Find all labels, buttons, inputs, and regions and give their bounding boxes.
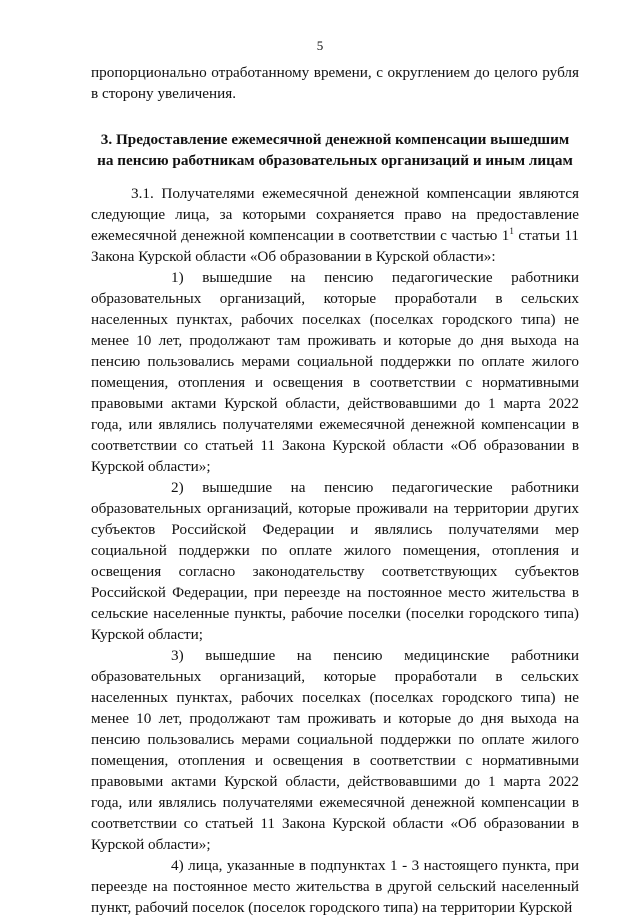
section-number: 3. — [100, 131, 113, 148]
list-item-text: вышедшие на пенсию педагогические работники образовательных организаций, которые проживали на территории других субъектов Российской Федерации и являлись получателями мер социальной поддержки по оплате жилого помещения, отопления и освещения согласно законодательству соответствующих субъектов Российской Федерации, при переезде на постоянное место жительства в сельские населенные пункты, рабочие поселки (поселки городского типа) Курской области; — [91, 479, 579, 643]
page-number: 5 — [316, 38, 324, 53]
list-item — [91, 477, 579, 645]
list-item-number: 3) — [171, 647, 184, 664]
document-body — [91, 62, 579, 918]
clause-3-1-text-end: статьи 11 Закона Курской области «Об образовании в Курской области»: — [91, 227, 579, 265]
list-item-number: 1) — [171, 269, 184, 286]
clause-3-1-superscript: 1 — [509, 225, 514, 236]
section-heading — [91, 129, 579, 171]
clause-3-1-text: 3.1. Получателями ежемесячной денежной компенсации являются следующие лица, за которыми сохраняется право на предоставление ежемесячной денежной компенсации в соответствии с частью 1 — [91, 185, 579, 244]
list-item-text: вышедшие на пенсию медицинские работники образовательных организаций, которые проработали в сельских населенных пунктах, рабочих поселках (поселках городского типа) не менее 10 лет, продолжают там проживать и которые до дня выхода на пенсию пользовались мерами социальной поддержки по оплате жилого помещения, отопления и освещения в соответствии с нормативными правовыми актами Курской области, действовавшими до 1 марта 2022 года, или являлись получателями ежемесячной денежной компенсации в соответствии со статьей 11 Закона Курской области «Об образовании в Курской области»; — [91, 647, 579, 853]
list-item-text: лица, указанные в подпунктах 1 - 3 настоящего пункта, при переезде на постоянное место жительства в другой сельский населенный пункт, рабочий поселок (поселок городского типа) на территории Курской — [91, 857, 579, 916]
list-item — [91, 267, 579, 477]
clause-3-1 — [91, 183, 579, 267]
section-title: Предоставление ежемесячной денежной компенсации вышедшим на пенсию работникам образовательных организаций и иным лицам — [97, 131, 573, 169]
continuation-paragraph: пропорционально отработанному времени, с округлением до целого рубля в сторону увеличения. — [91, 64, 579, 102]
list-item-text: вышедшие на пенсию педагогические работники образовательных организаций, которые проработали в сельских населенных пунктах, рабочих поселках (поселках городского типа) не менее 10 лет, продолжают там проживать и которые до дня выхода на пенсию пользовались мерами социальной поддержки по оплате жилого помещения, отопления и освещения в соответствии с нормативными правовыми актами Курской области, действовавшими до 1 марта 2022 года, или являлись получателями ежемесячной денежной компенсации в соответствии со статьей 11 Закона Курской области «Об образовании в Курской области»; — [91, 269, 579, 475]
list-item — [91, 645, 579, 855]
list-item-number: 4) — [171, 857, 184, 874]
list-item-number: 2) — [171, 479, 184, 496]
list-item — [91, 855, 579, 918]
